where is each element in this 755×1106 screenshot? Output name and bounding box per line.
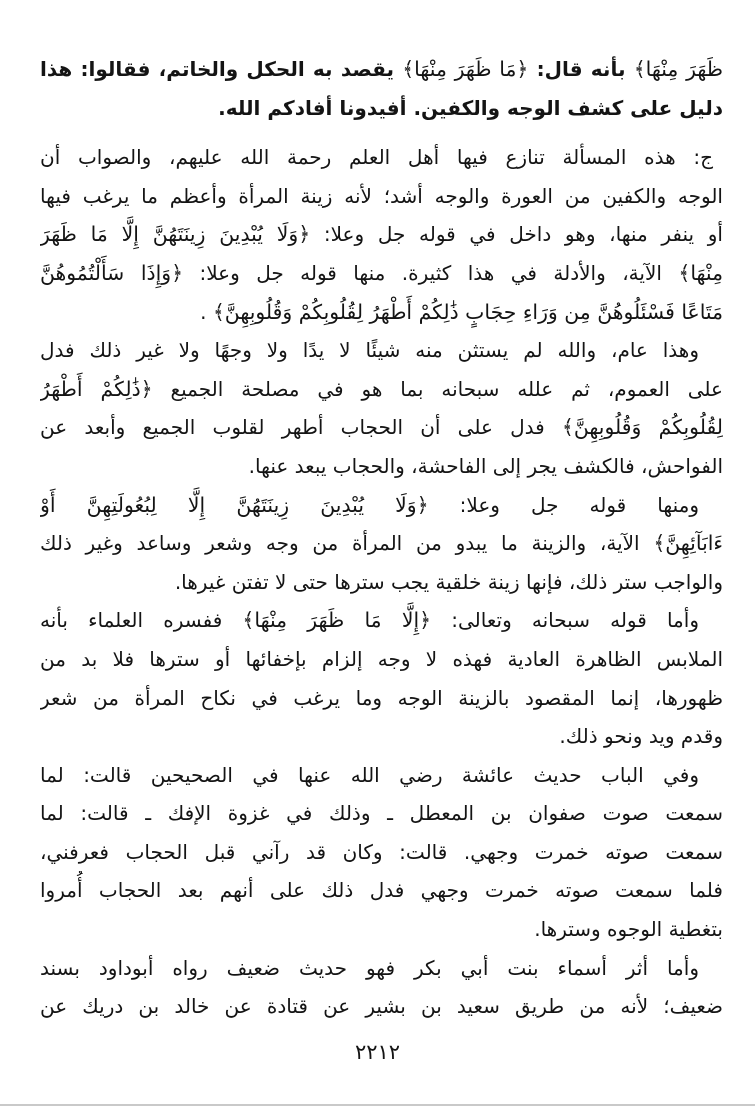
text-line [40, 833, 723, 872]
quran-quote: ءَابَآئِهِنَّ﴾ [653, 531, 723, 556]
text-line [40, 177, 723, 216]
quran-quote: ﴿إِلَّا مَا ظَهَرَ مِنْهَا﴾ [242, 608, 432, 633]
text-line [40, 408, 723, 447]
text-line [40, 794, 723, 833]
body-text: سمعت صوت صفوان بن المعطل ـ وذلك في غزوة الإفك ـ قالت: لما [40, 801, 723, 826]
body-text: بأنه قال: [528, 57, 634, 81]
text-line [40, 524, 723, 563]
quran-quote: ﴿وَإِذَا سَأَلْتُمُوهُنَّ [40, 260, 184, 285]
body-text: وأما أثر أسماء بنت أبي بكر فهو حديث ضعيف رواه أبوداود بسند [40, 955, 699, 980]
text-line [40, 138, 723, 177]
body-text: فلما سمعت صوته خمرت وجهي فدل ذلك على أنهم بعد الحجاب أُمروا [40, 878, 723, 903]
body-text: وهذا عام، والله لم يستثن منه شيئًا لا يدًا ولا وجهًا ولا غير ذلك فدل [40, 338, 699, 363]
body-text: والواجب ستر ذلك، فإنها زينة خلقية يجب سترها حتى لا تفتن غيرها. [174, 569, 723, 594]
text-line [40, 370, 723, 409]
body-text: وفي الباب حديث عائشة رضي الله عنها في الصحيحين قالت: لما [40, 762, 699, 787]
text-line [40, 50, 723, 89]
body-text: يقصد به الحكل والخاتم، فقالوا: هذا [40, 57, 403, 81]
body-text: دليل على كشف الوجه والكفين. أفيدونا أفادكم الله. [218, 95, 723, 120]
body-text: ج: هذه المسألة تنازع فيها أهل العلم رحمة الله عليهم، والصواب أن [40, 145, 713, 170]
text-line [40, 987, 723, 1026]
text-line [40, 486, 723, 525]
text-line [40, 447, 723, 486]
body-text: ففسره العلماء بأنه [40, 608, 243, 633]
text-line [40, 949, 723, 988]
text-line [40, 601, 723, 640]
text-block [40, 50, 723, 1026]
body-text: الآية، والأدلة في هذا كثيرة. منها قوله جل وعلا: [183, 260, 679, 285]
text-line [40, 871, 723, 910]
text-line [40, 254, 723, 293]
body-text: ومنها قوله جل وعلا: [428, 492, 699, 517]
body-text: الملابس الظاهرة العادية فهذه لا وجه إلزام بإخفائها أو سترها فلا بد من [40, 646, 723, 671]
body-text: الآية، والزينة ما يبدو من المرأة من وجه وشعر وساعد وغير ذلك [40, 531, 654, 556]
body-text: . [200, 299, 213, 324]
quran-quote: ﴿وَلَا يُبْدِينَ زِينَتَهُنَّ إِلَّا لِبُعُولَتِهِنَّ أَوْ [40, 492, 429, 517]
text-line [40, 640, 723, 679]
quran-quote: ﴿مَا ظَهَرَ مِنْهَا﴾ [402, 57, 529, 81]
body-text: وقدم ويد ونحو ذلك. [559, 724, 723, 749]
body-text: على العموم، ثم علله سبحانه بما هو في مصلحة الجميع [152, 376, 723, 401]
text-line [40, 756, 723, 795]
body-text: وأما قوله سبحانه وتعالى: [431, 608, 699, 633]
quran-quote: ﴿وَلَا يُبْدِينَ زِينَتَهُنَّ إِلَّا مَا ظَهَرَ [40, 222, 311, 247]
body-text: فدل على أن الحجاب أطهر لقلوب الجميع وأبعد عن [40, 415, 562, 440]
text-line [40, 563, 723, 602]
body-text: الفواحش، فالكشف يجر إلى الفاحشة، والحجاب يبعد عنها. [248, 453, 723, 478]
body-text: ضعيف؛ لأنه من طريق سعيد بن بشير عن قتادة عن خالد بن دريك عن [40, 994, 723, 1019]
text-line [40, 679, 723, 718]
text-line [40, 331, 723, 370]
body-text: ظهورها، إنما المقصود بالزينة الوجه وما يرغب في نكاح المرأة من شعر [40, 685, 723, 710]
quran-quote: ﴿ذَٰلِكُمْ أَطْهَرُ [40, 376, 153, 401]
quran-quote: مَتَاعًا فَسْئَلُوهُنَّ مِن وَرَاءِ حِجَابٍ ذَٰلِكُمْ أَطْهَرُ لِقُلُوبِكُمْ وَقُلُوبِهِنَّ﴾ [212, 299, 723, 324]
text-line [40, 293, 723, 332]
body-text: بتغطية الوجوه وسترها. [534, 917, 723, 942]
page-number: ٢٢١٢ [354, 1040, 401, 1064]
body-text: الوجه والكفين من العورة والوجه أشد؛ لأنه زينة المرأة وأعظم ما يرغب فيها [40, 183, 723, 208]
quran-quote: ظَهَرَ مِنْهَا﴾ [633, 57, 723, 81]
text-line [40, 89, 723, 128]
quran-quote: لِقُلُوبِكُمْ وَقُلُوبِهِنَّ﴾ [561, 415, 723, 440]
body-text: سمعت صوته خمرت وجهي. قالت: وكان قد رآني قبل الحجاب فعرفني، [40, 839, 723, 864]
text-line [40, 717, 723, 756]
text-line [40, 910, 723, 949]
body-text: أو ينفر منها، وهو داخل في قوله جل وعلا: [310, 222, 723, 247]
text-line [40, 215, 723, 254]
quran-quote: مِنْهَا﴾ [678, 260, 723, 285]
